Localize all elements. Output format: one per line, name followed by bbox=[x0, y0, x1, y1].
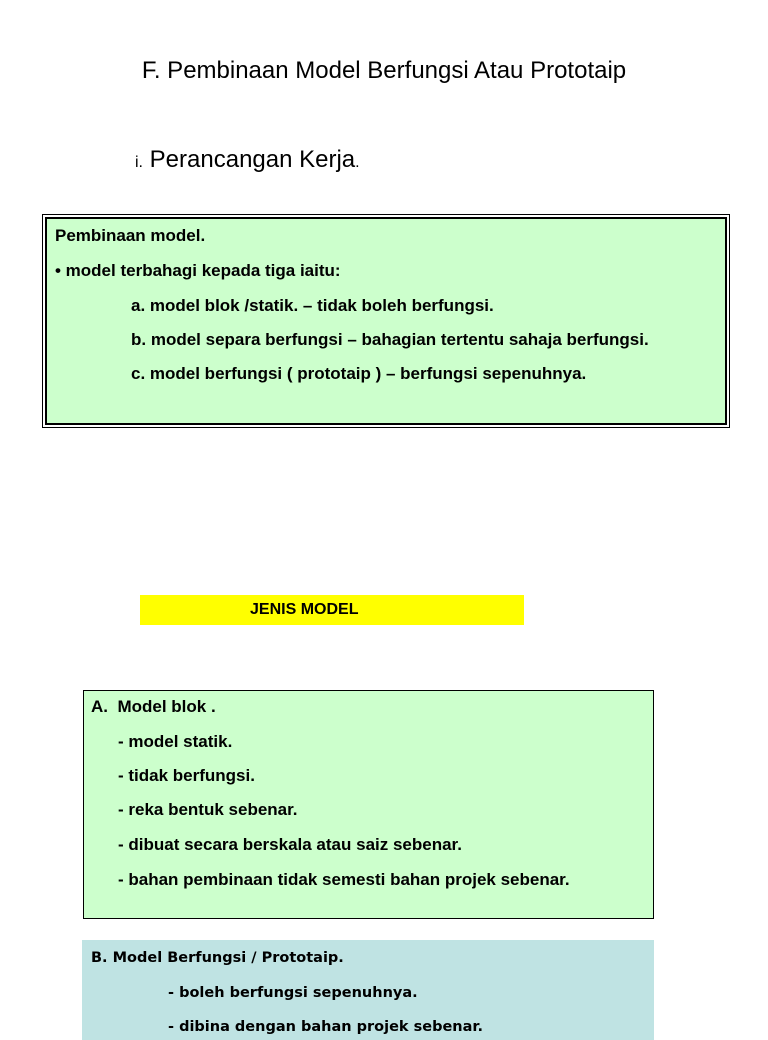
pembinaan-model-item-b: b. model separa berfungsi – bahagian tertentu sahaja berfungsi. bbox=[131, 330, 649, 349]
model-berfungsi-point: - dibina dengan bahan projek sebenar. bbox=[168, 1019, 483, 1035]
subheading-number: i. bbox=[135, 154, 143, 171]
pembinaan-model-item-c: c. model berfungsi ( prototaip ) – berfungsi sepenuhnya. bbox=[131, 364, 587, 383]
model-blok-heading bbox=[91, 696, 216, 718]
model-blok-point: - model statik. bbox=[118, 732, 233, 751]
pembinaan-model-item-a: a. model blok /statik. – tidak boleh berfungsi. bbox=[131, 296, 494, 315]
model-berfungsi-point: - boleh berfungsi sepenuhnya. bbox=[168, 985, 418, 1001]
model-blok-heading-text: Model blok . bbox=[117, 697, 216, 716]
pembinaan-model-title: Pembinaan model. bbox=[55, 226, 206, 245]
pembinaan-model-box bbox=[42, 214, 730, 428]
model-blok-point: - tidak berfungsi. bbox=[118, 766, 255, 785]
model-blok-point: - dibuat secara berskala atau saiz sebenar. bbox=[118, 835, 462, 854]
pembinaan-model-bullet: • model terbahagi kepada tiga iaitu: bbox=[55, 261, 341, 280]
model-berfungsi-box bbox=[82, 940, 654, 1040]
model-blok-point: - bahan pembinaan tidak semesti bahan projek sebenar. bbox=[118, 870, 570, 889]
jenis-model-label: JENIS MODEL bbox=[140, 595, 524, 625]
page-title: F. Pembinaan Model Berfungsi Atau Prototaip bbox=[141, 57, 627, 84]
model-blok-letter: A. bbox=[91, 697, 108, 716]
pembinaan-model-box-inner bbox=[45, 217, 727, 425]
subheading-dot: . bbox=[355, 154, 360, 171]
model-blok-point: - reka bentuk sebenar. bbox=[118, 800, 298, 819]
subheading-text: Perancangan Kerja bbox=[149, 146, 356, 173]
model-blok-box bbox=[83, 690, 654, 919]
section-subheading bbox=[135, 144, 360, 179]
model-berfungsi-heading: B. Model Berfungsi / Prototaip. bbox=[91, 950, 344, 966]
